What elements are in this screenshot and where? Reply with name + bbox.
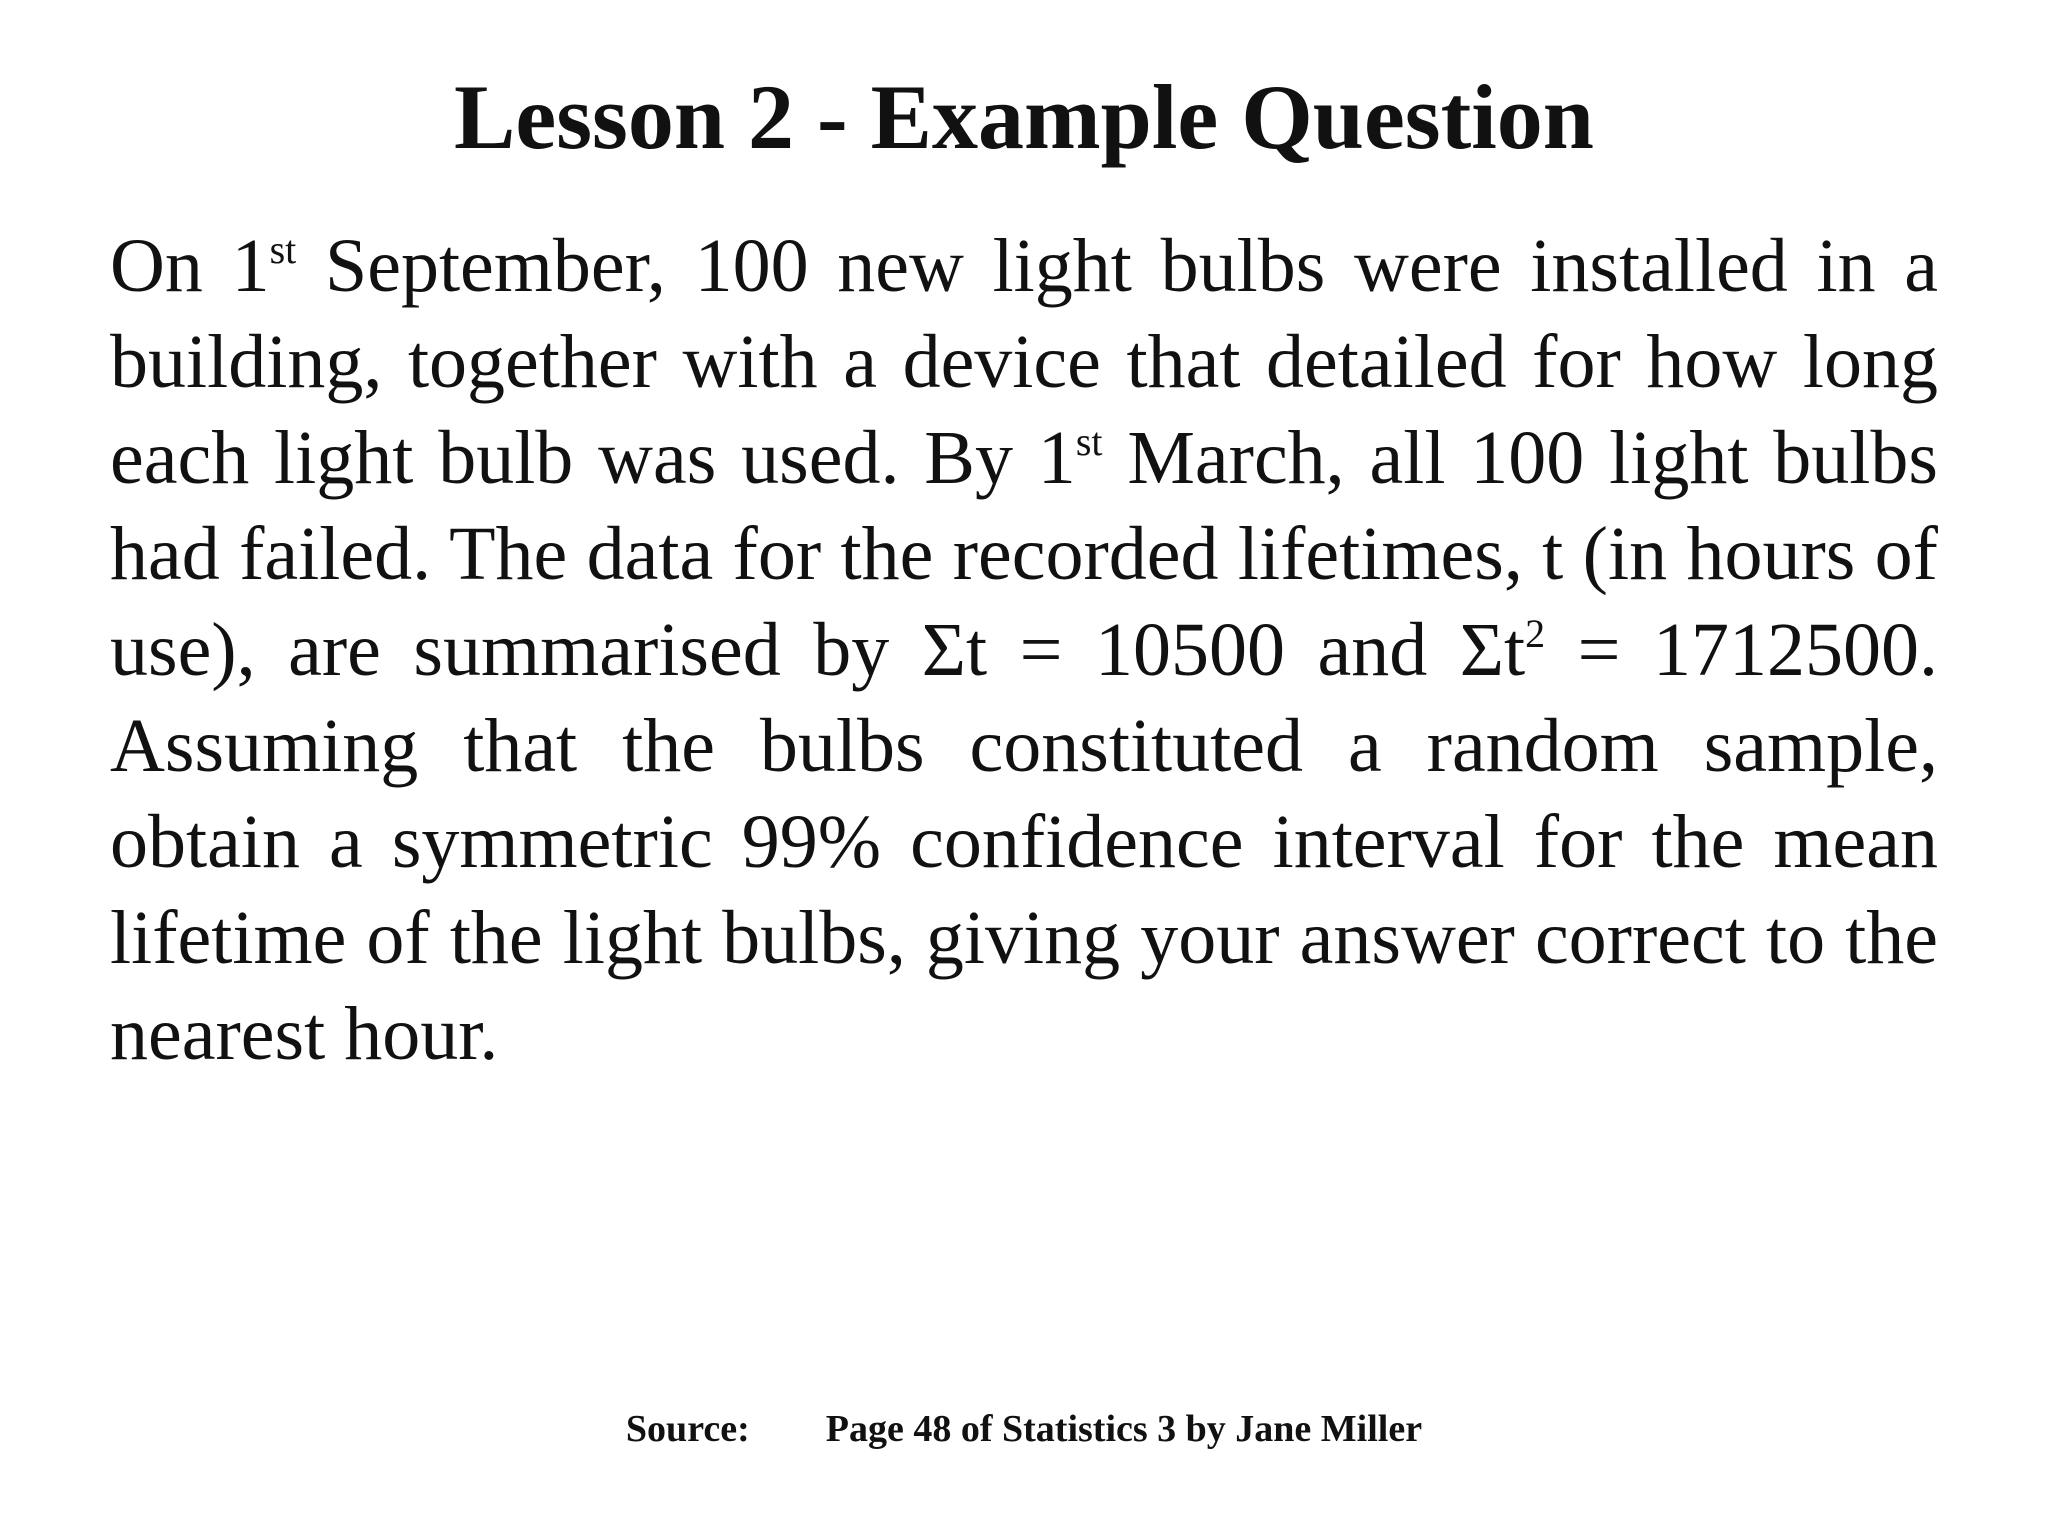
source-citation: [0, 1404, 2048, 1454]
ordinal-superscript-1: st: [269, 227, 297, 272]
question-text-part-2: September, 100 new light bulbs were installed in a building, together with a device that detailed for how long each light bulb was used. By 1: [110, 224, 1939, 500]
source-label: Source:: [625, 1408, 750, 1450]
question-text-part-4: = 1712500. Assuming that the bulbs constituted a random sample, obtain a symmetric 99% confidence interval for the mean lifetime of the light bulbs, giving your answer correct to the nearest hour.: [110, 608, 1938, 1076]
ordinal-superscript-2: st: [1075, 419, 1103, 464]
question-text-part-3: March, all 100 light bulbs had failed. The data for the recorded lifetimes, t (in hours of use), are summarised by Σt = 10500 and Σt: [110, 416, 1938, 692]
question-text-part-1: On 1: [110, 224, 270, 308]
source-text: Page 48 of Statistics 3 by Jane Miller: [825, 1408, 1423, 1450]
question-text: [110, 218, 1938, 1082]
exponent-superscript: 2: [1525, 611, 1546, 656]
slide-title: Lesson 2 - Example Question: [454, 66, 1594, 168]
